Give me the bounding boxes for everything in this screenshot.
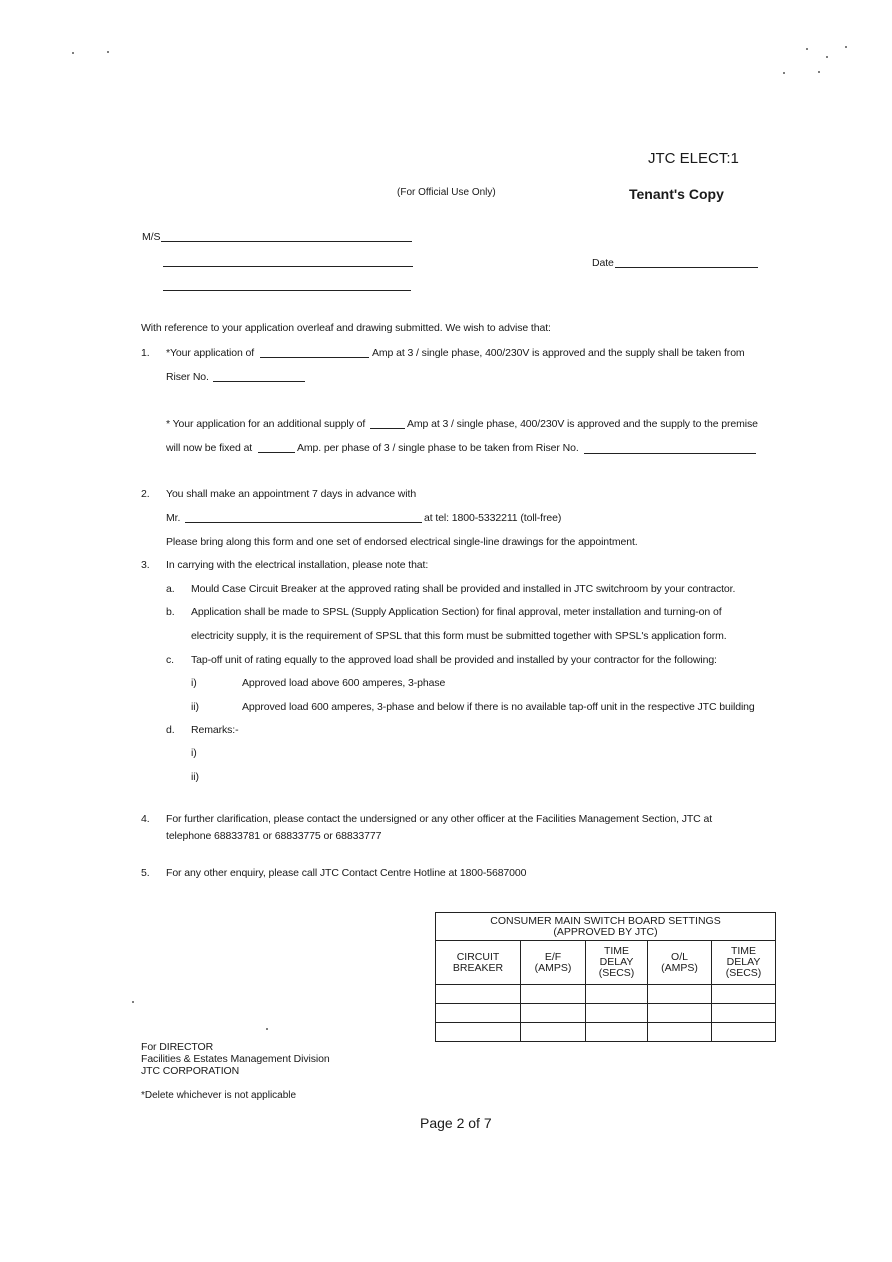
item3-ci-text: Approved load above 600 amperes, 3-phase: [242, 677, 446, 689]
remarks-i-label: i): [191, 747, 197, 759]
table-cell[interactable]: [712, 985, 776, 1004]
table-cell[interactable]: [586, 1004, 648, 1023]
scan-speck: [826, 56, 828, 58]
table-cell[interactable]: [648, 1004, 712, 1023]
item1-b-post: Amp at 3 / single phase, 400/230V is approved and the supply to the premise: [407, 418, 758, 430]
table-row: [436, 1023, 776, 1042]
item1-c-post: Amp. per phase of 3 / single phase to be taken from Riser No.: [297, 442, 579, 454]
ms-line-2[interactable]: [163, 266, 413, 267]
item2-number: 2.: [141, 488, 150, 500]
date-label: Date: [592, 257, 614, 269]
item1-a-pre: *Your application of: [166, 347, 255, 359]
table-cell[interactable]: [521, 1004, 586, 1023]
table-cell[interactable]: [521, 1023, 586, 1042]
bring-text: Please bring along this form and one set of endorsed electrical single-line drawings for the appointment.: [166, 536, 638, 548]
remarks-label: Remarks:-: [191, 724, 239, 736]
intro-text: With reference to your application overleaf and drawing submitted. We wish to advise that:: [141, 322, 551, 334]
col-time-delay-1: TIME DELAY (SECS): [586, 941, 648, 985]
item2-line1: You shall make an appointment 7 days in advance with: [166, 488, 417, 500]
table-cell[interactable]: [436, 985, 521, 1004]
item1-c-pre: will now be fixed at: [166, 442, 253, 454]
item3-b-text1: Application shall be made to SPSL (Supply Application Section) for final approval, meter installation and turning-on of: [191, 606, 722, 618]
item1-amp-line[interactable]: [260, 357, 369, 358]
ms-label: M/S: [142, 231, 161, 243]
mr-name-line[interactable]: [185, 522, 422, 523]
item4-line1: For further clarification, please contact the undersigned or any other officer at the Facilities Management Section, JTC at: [166, 813, 713, 825]
scan-speck: [72, 52, 74, 54]
item4-number: 4.: [141, 813, 150, 825]
table-title: CONSUMER MAIN SWITCH BOARD SETTINGS (APPROVED BY JTC): [436, 913, 776, 941]
official-use-label: (For Official Use Only): [397, 187, 496, 198]
table-cell[interactable]: [586, 985, 648, 1004]
item3-b-text2: electricity supply, it is the requirement of SPSL that this form must be submitted together with SPSL's application form.: [191, 630, 727, 642]
ms-line-1[interactable]: [161, 241, 412, 242]
signature-line2: Facilities & Estates Management Division: [141, 1053, 330, 1065]
item3-line1: In carrying with the electrical installation, please note that:: [166, 559, 429, 571]
col-time-delay-2: TIME DELAY (SECS): [712, 941, 776, 985]
col-circuit-breaker: CIRCUIT BREAKER: [436, 941, 521, 985]
ms-line-3[interactable]: [163, 290, 411, 291]
col-ol-amps: O/L (AMPS): [648, 941, 712, 985]
table-cell[interactable]: [436, 1023, 521, 1042]
fixed-amp-line[interactable]: [258, 452, 295, 453]
item1-a-post: Amp at 3 / single phase, 400/230V is approved and the supply shall be taken from: [372, 347, 745, 359]
riser-no-line-2[interactable]: [584, 453, 756, 454]
page-number: Page 2 of 7: [420, 1115, 492, 1131]
item3-d-label: d.: [166, 724, 175, 736]
item3-c-text: Tap-off unit of rating equally to the approved load shall be provided and installed by your contractor for the following:: [191, 654, 717, 666]
item3-number: 3.: [141, 559, 150, 571]
table-cell[interactable]: [586, 1023, 648, 1042]
item5-number: 5.: [141, 867, 150, 879]
item3-cii-text: Approved load 600 amperes, 3-phase and below if there is no available tap-off unit in the respective JTC building: [242, 701, 755, 713]
item5-text: For any other enquiry, please call JTC Contact Centre Hotline at 1800-5687000: [166, 867, 527, 879]
item3-a-text: Mould Case Circuit Breaker at the approved rating shall be provided and installed in JTC switchroom by your contractor.: [191, 583, 736, 595]
form-code: JTC ELECT:1: [648, 150, 739, 167]
item3-c-label: c.: [166, 654, 174, 666]
additional-supply-line[interactable]: [370, 428, 405, 429]
date-line[interactable]: [615, 267, 758, 268]
item4-line2: telephone 68833781 or 68833775 or 68833777: [166, 830, 382, 842]
item3-ci-label: i): [191, 677, 197, 689]
table-row: [436, 1004, 776, 1023]
table-cell[interactable]: [521, 985, 586, 1004]
table-row: [436, 985, 776, 1004]
table-cell[interactable]: [648, 1023, 712, 1042]
signature-line1: For DIRECTOR: [141, 1041, 214, 1053]
mr-label: Mr.: [166, 512, 181, 524]
footnote: *Delete whichever is not applicable: [141, 1090, 297, 1101]
scan-speck: [806, 48, 808, 50]
item1-b-pre: * Your application for an additional supply of: [166, 418, 366, 430]
table-cell[interactable]: [648, 985, 712, 1004]
riser-label: Riser No.: [166, 371, 209, 383]
col-ef-amps: E/F (AMPS): [521, 941, 586, 985]
scan-speck: [845, 46, 847, 48]
table-cell[interactable]: [436, 1004, 521, 1023]
scan-speck: [783, 72, 785, 74]
scan-speck: [132, 1001, 134, 1003]
scan-speck: [107, 51, 109, 53]
signature-line3: JTC CORPORATION: [141, 1065, 240, 1077]
copy-type: Tenant's Copy: [629, 186, 724, 202]
item3-cii-label: ii): [191, 701, 199, 713]
table-cell[interactable]: [712, 1004, 776, 1023]
item1-number: 1.: [141, 347, 150, 359]
riser-line[interactable]: [213, 381, 305, 382]
item3-a-label: a.: [166, 583, 175, 595]
remarks-ii-label: ii): [191, 771, 199, 783]
item3-b-label: b.: [166, 606, 175, 618]
tel-text: at tel: 1800-5332211 (toll-free): [424, 512, 562, 524]
scan-speck: [266, 1028, 268, 1030]
switchboard-settings-table: [435, 912, 776, 1042]
scan-speck: [818, 71, 820, 73]
table-cell[interactable]: [712, 1023, 776, 1042]
